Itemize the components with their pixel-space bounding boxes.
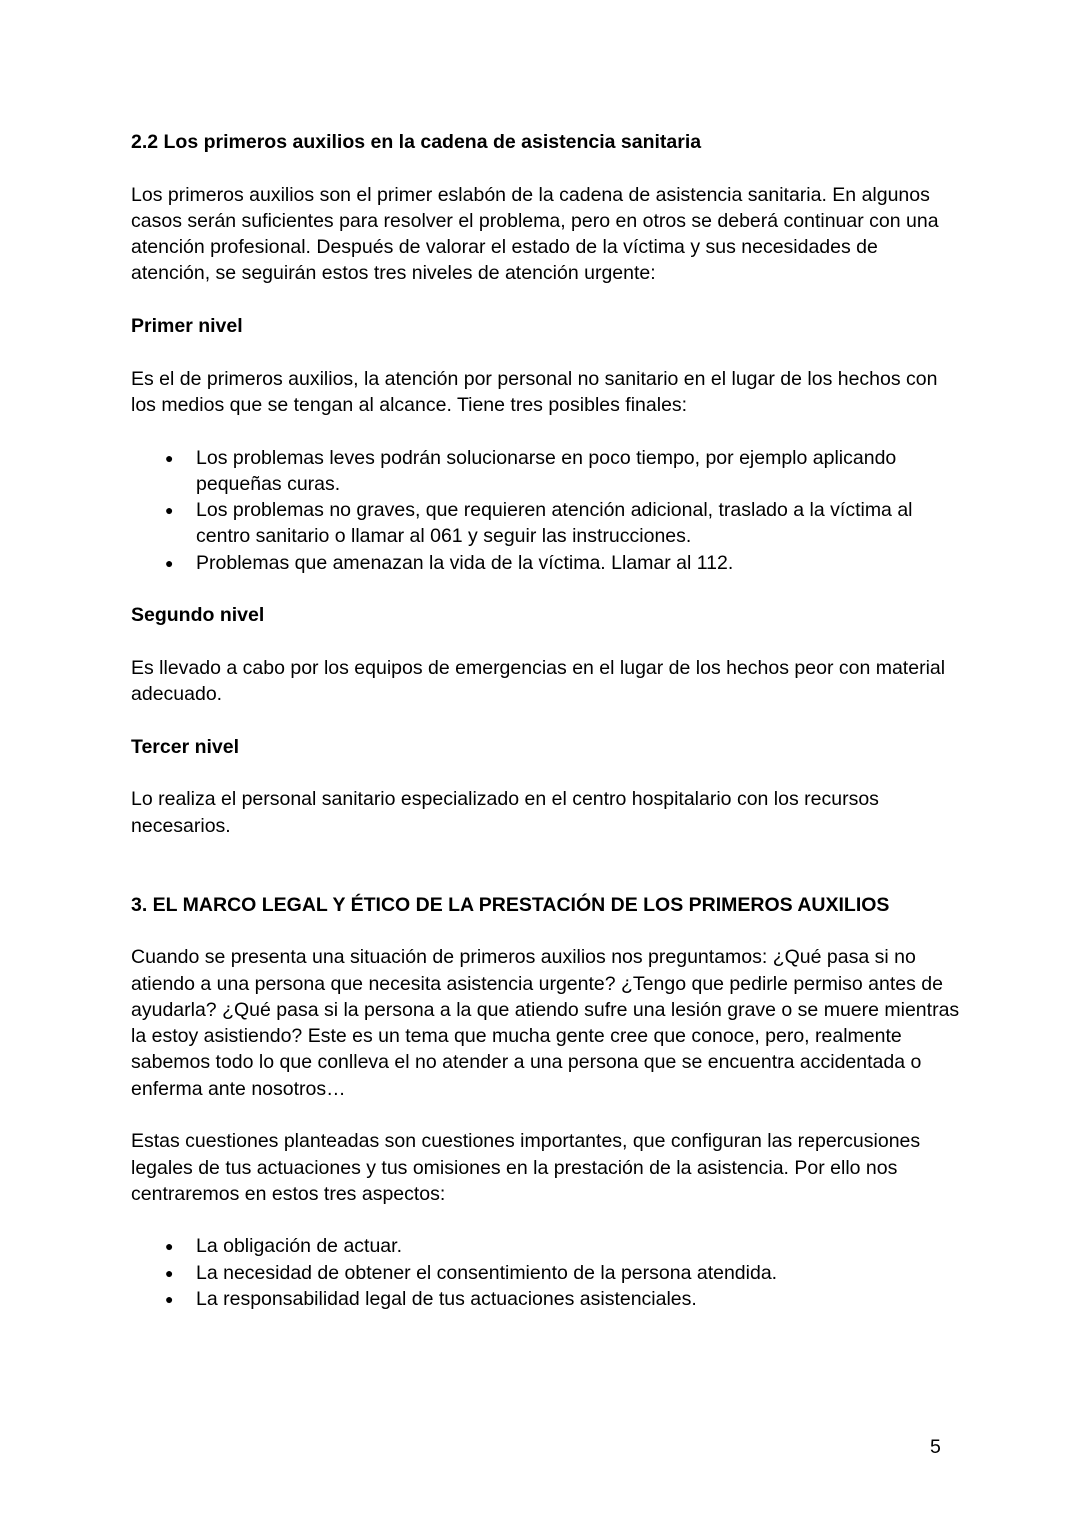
- first-level-list: [131, 445, 961, 576]
- document-page: [131, 129, 961, 1339]
- section-3-paragraph-1: Cuando se presenta una situación de primeros auxilios nos preguntamos: ¿Qué pasa si no atiendo a una persona que necesita asistencia urgente? ¿Tengo que pedirle permiso antes de ayudarla? ¿Qué pasa si la persona a la que atiendo sufre una lesión grave o se muere mientras la estoy asistiendo? Este es un tema que mucha gente cree que conoce, pero, realmente sabemos todo lo que conlleva el no atender a una persona que se encuentra accidentada o enferma ante nosotros…: [131, 946, 960, 1100]
- subheading-second-level: Segundo nivel: [131, 604, 265, 627]
- list-item-text: La responsabilidad legal de tus actuaciones asistenciales.: [196, 1288, 697, 1311]
- list-item-text: Problemas que amenazan la vida de la víctima. Llamar al 112.: [196, 551, 734, 574]
- list-item-text: La necesidad de obtener el consentimiento de la persona atendida.: [196, 1261, 778, 1284]
- spacer: [131, 865, 961, 891]
- bullet-icon: ●: [165, 502, 174, 519]
- list-item-text: La obligación de actuar.: [196, 1235, 402, 1258]
- subheading-third-level: Tercer nivel: [131, 735, 240, 758]
- section-heading: 2.2 Los primeros auxilios en la cadena de asistencia sanitaria: [131, 131, 702, 153]
- list-item: [131, 1286, 961, 1312]
- section-heading-3: 3. EL MARCO LEGAL Y ÉTICO DE LA PRESTACIÓN DE LOS PRIMEROS AUXILIOS: [131, 893, 890, 916]
- list-item: [131, 1260, 961, 1286]
- bullet-icon: ●: [165, 449, 174, 466]
- bullet-icon: ●: [165, 1238, 174, 1255]
- list-item: [131, 1233, 961, 1259]
- intro-paragraph: Los primeros auxilios son el primer eslabón de la cadena de asistencia sanitaria. En algunos casos serán suficientes para resolver el problema, pero en otros se deberá continuar con una atención profesional. Después de valorar el estado de la víctima y sus necesidades de atención, se seguirán estos tres niveles de atención urgente:: [131, 183, 939, 285]
- list-item: [131, 445, 961, 498]
- bullet-icon: ●: [165, 1264, 174, 1281]
- list-item-text: Los problemas leves podrán solucionarse en poco tiempo, por ejemplo aplicando pequeñas curas.: [196, 446, 897, 495]
- subheading-first-level: Primer nivel: [131, 315, 243, 338]
- bullet-icon: ●: [165, 1291, 174, 1308]
- bullet-icon: ●: [165, 554, 174, 571]
- section-3-list: [131, 1233, 961, 1312]
- page-number: 5: [930, 1436, 941, 1458]
- first-level-paragraph: Es el de primeros auxilios, la atención por personal no sanitario en el lugar de los hechos con los medios que se tengan al alcance. Tiene tres posibles finales:: [131, 367, 938, 416]
- list-item: [131, 497, 961, 550]
- list-item-text: Los problemas no graves, que requieren atención adicional, traslado a la víctima al centro sanitario o llamar al 061 y seguir las instrucciones.: [196, 499, 913, 548]
- second-level-paragraph: Es llevado a cabo por los equipos de emergencias en el lugar de los hechos peor con material adecuado.: [131, 656, 946, 706]
- third-level-paragraph: Lo realiza el personal sanitario especializado en el centro hospitalario con los recursos necesarios.: [131, 788, 879, 837]
- section-3-paragraph-2: Estas cuestiones planteadas son cuestiones importantes, que configuran las repercusiones legales de tus actuaciones y tus omisiones en la prestación de la asistencia. Por ello nos centraremos en estos tres aspectos:: [131, 1130, 921, 1205]
- list-item: [131, 550, 961, 576]
